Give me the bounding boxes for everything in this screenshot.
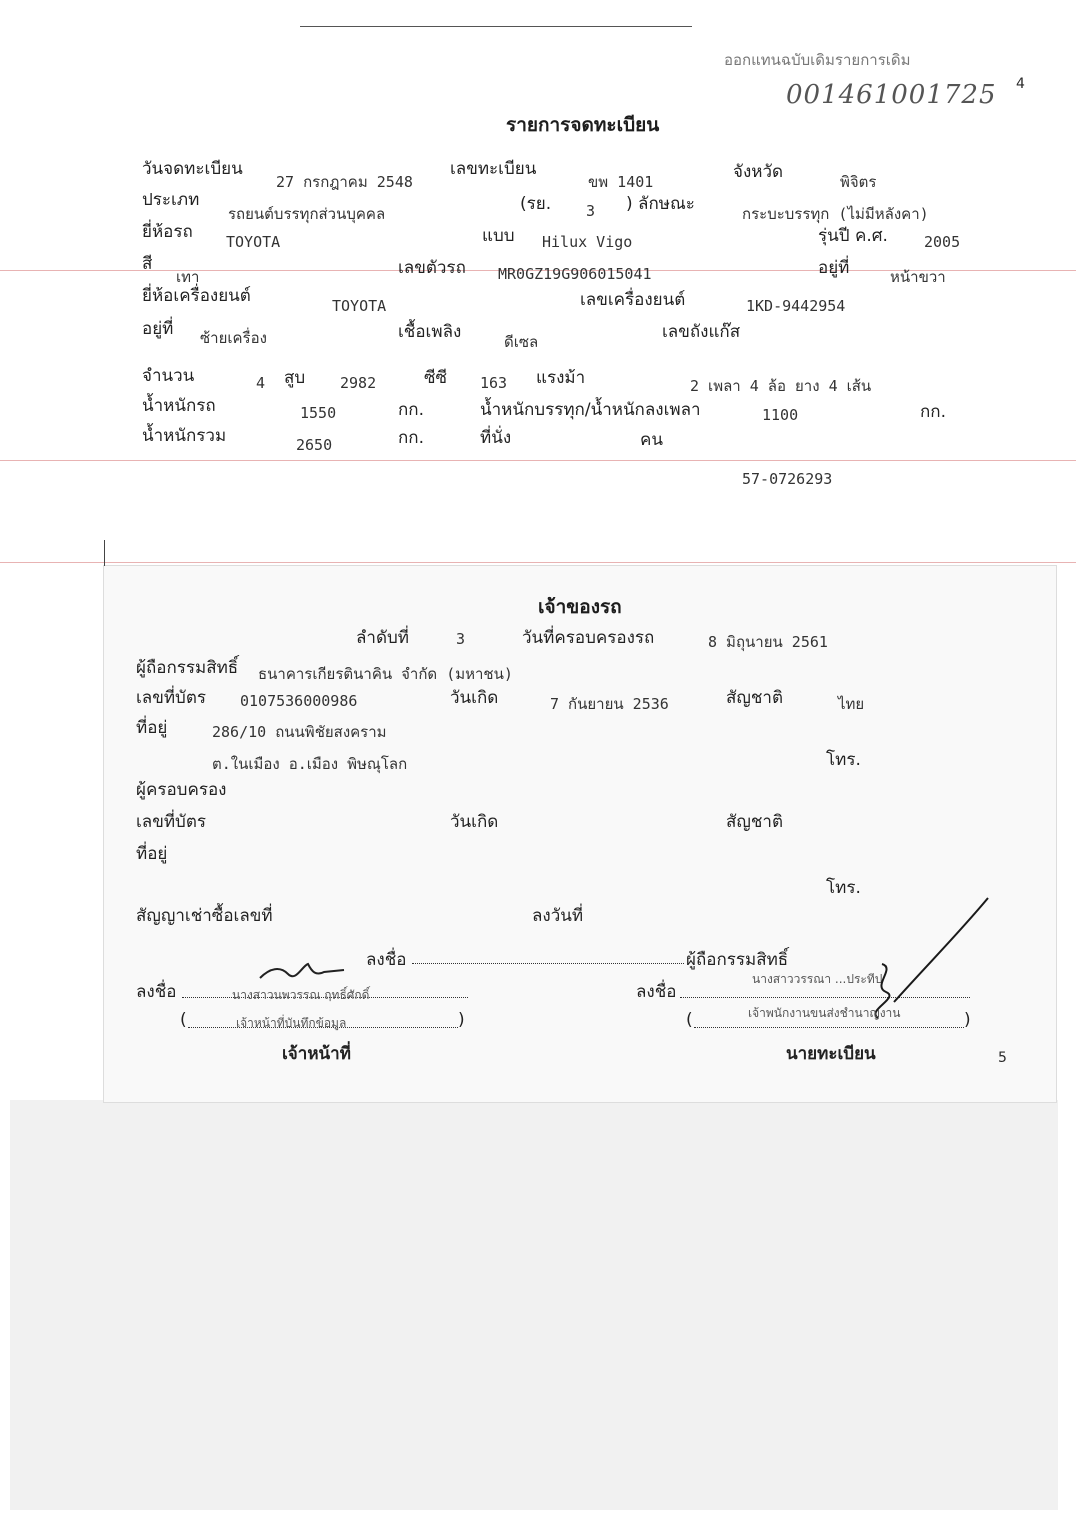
province-value: พิจิตร [840, 173, 877, 191]
hp-value: 163 [480, 374, 508, 392]
province-label: จังหวัด [733, 162, 784, 182]
address-label: ที่อยู่ [136, 718, 168, 738]
chassis-label: เลขตัวรถ [398, 258, 466, 278]
registrar-position: เจ้าพนักงานขนส่งชำนาญงาน [748, 1006, 901, 1020]
nationality-label: สัญชาติ [726, 688, 783, 708]
address-line-1: 286/10 ถนนพิชัยสงคราม [212, 723, 387, 741]
blank-sheet-area [10, 1100, 1058, 1510]
location-value: หน้าขวา [890, 268, 946, 286]
type-label: ประเภท [142, 190, 200, 210]
location-label: อยู่ที่ [818, 258, 850, 278]
engine-no-label: เลขเครื่องยนต์ [580, 290, 686, 310]
count-value: 4 [256, 374, 266, 392]
registrar-paren-dotline [694, 1026, 964, 1028]
count-label: จำนวน [142, 366, 195, 386]
page-number: 4 [1016, 76, 1025, 92]
fuel-value: ดีเซล [504, 333, 539, 351]
possessor-label: ผู้ครอบครอง [136, 780, 227, 800]
year-value: 2005 [924, 233, 961, 251]
color-value: เทา [176, 268, 200, 286]
officer-paren-close: ) [458, 1010, 465, 1030]
axles-value: 2 เพลา 4 ล้อ ยาง 4 เส้น [690, 377, 872, 395]
sign-owner-dotline [412, 962, 684, 964]
brand-value: TOYOTA [226, 233, 281, 251]
engine-brand-label: ยี่ห้อเครื่องยนต์ [142, 286, 251, 306]
owner-title: เจ้าของรถ [538, 596, 622, 618]
persons-label: คน [640, 430, 663, 450]
officer-position: เจ้าหน้าที่บันทึกข้อมูล [236, 1016, 347, 1030]
page-edge-mark [104, 540, 105, 566]
possess-date-label: วันที่ครอบครองรถ [522, 628, 655, 648]
seats-label: ที่นั่ง [480, 428, 512, 448]
weight-unit: กก. [398, 400, 424, 420]
reissue-stamp-text: ออกแทนฉบับเดิมรายการเดิม [724, 51, 911, 69]
registrar-paren-open: ( [686, 1010, 693, 1030]
engine-location-value: ซ้ายเครื่อง [200, 329, 267, 347]
reg-date-value: 27 กรกฎาคม 2548 [276, 173, 413, 191]
address-line-2: ต.ในเมือง อ.เมือง พิษณุโลก [212, 755, 408, 773]
color-label: สี [142, 254, 153, 274]
engine-location-label: อยู่ที่ [142, 319, 174, 339]
id-card-label: เลขที่บัตร [136, 688, 207, 708]
tel-2-label: โทร. [826, 878, 861, 898]
load-unit: กก. [920, 402, 946, 422]
characteristic-label: ) ลักษณะ [626, 194, 695, 214]
officer-name: นางสาวนพวรรณ ฤทธิ์ศักดิ์ [232, 988, 370, 1002]
cc-value: 2982 [340, 374, 377, 392]
birth-label: วันเกิด [450, 688, 499, 708]
engine-brand-value: TOYOTA [332, 297, 387, 315]
nationality-value: ไทย [838, 695, 865, 713]
nationality-2-label: สัญชาติ [726, 812, 783, 832]
possess-date-value: 8 มิถุนายน 2561 [708, 633, 828, 651]
owner-label: ผู้ถือกรรมสิทธิ์ [136, 658, 239, 678]
model-value: Hilux Vigo [542, 233, 633, 251]
reg-date-label: วันจดทะเบียน [142, 159, 243, 179]
total-weight-unit: กก. [398, 428, 424, 448]
model-label: แบบ [482, 226, 515, 246]
type-value: รถยนต์บรรทุกส่วนบุคคล [228, 205, 386, 223]
page-number-2: 5 [998, 1050, 1007, 1066]
registrar-signature [838, 894, 994, 1022]
hp-label: แรงม้า [536, 368, 586, 388]
top-divider [300, 26, 692, 27]
officer-signature [258, 958, 348, 984]
fuel-label: เชื้อเพลิง [398, 322, 462, 342]
birth-2-label: วันเกิด [450, 812, 499, 832]
id-card-2-label: เลขที่บัตร [136, 812, 207, 832]
total-weight-value: 2650 [296, 436, 333, 454]
registrar-name: นางสาววรรณา ...ประทีป [752, 972, 883, 986]
sign-owner-label: ลงชื่อ [366, 950, 407, 970]
brand-label: ยี่ห้อรถ [142, 222, 193, 242]
cc-label: ซีซี [424, 368, 448, 388]
plate-label: เลขทะเบียน [450, 159, 537, 179]
ry-value: 3 [586, 202, 596, 220]
officer-paren-open: ( [180, 1010, 187, 1030]
handwritten-number: 001461001725 [786, 80, 997, 110]
registration-title: รายการจดทะเบียน [506, 114, 660, 136]
owner-role-label: ผู้ถือกรรมสิทธิ์ [686, 950, 789, 970]
registrar-paren-close: ) [964, 1010, 971, 1030]
total-weight-label: น้ำหนักรวม [142, 426, 227, 446]
sign-registrar-label: ลงชื่อ [636, 982, 677, 1002]
lease-label: สัญญาเช่าซื้อเลขที่ [136, 906, 273, 926]
cylinders-label: สูบ [284, 368, 306, 388]
seq-value: 3 [456, 630, 466, 648]
birth-value: 7 กันยายน 2536 [550, 695, 669, 713]
load-label: น้ำหนักบรรทุก/น้ำหนักลงเพลา [480, 400, 701, 420]
lease-date-label: ลงวันที่ [532, 906, 584, 926]
officer-title: เจ้าหน้าที่ [282, 1044, 351, 1064]
year-label: รุ่นปี ค.ศ. [818, 226, 888, 246]
weight-label: น้ำหนักรถ [142, 396, 216, 416]
plate-value: ขพ 1401 [588, 173, 654, 191]
address-2-label: ที่อยู่ [136, 844, 168, 864]
faint-line [0, 460, 1076, 461]
seq-label: ลำดับที่ [356, 628, 410, 648]
gas-tank-label: เลขถังแก๊ส [662, 322, 741, 342]
owner-value: ธนาคารเกียรตินาคิน จำกัด (มหาชน) [258, 665, 513, 683]
ry-label: (รย. [520, 194, 552, 214]
characteristic-value: กระบะบรรทุก (ไม่มีหลังคา) [742, 205, 929, 223]
engine-no-value: 1KD-9442954 [746, 297, 846, 315]
chassis-value: MR0GZ19G906015041 [498, 265, 652, 283]
registrar-title: นายทะเบียน [786, 1044, 876, 1064]
tel-label: โทร. [826, 750, 861, 770]
sign-officer-label: ลงชื่อ [136, 982, 177, 1002]
footer-code: 57-0726293 [742, 470, 833, 488]
id-card-value: 0107536000986 [240, 692, 358, 710]
faint-line [0, 562, 1076, 563]
weight-value: 1550 [300, 404, 337, 422]
load-value: 1100 [762, 406, 799, 424]
